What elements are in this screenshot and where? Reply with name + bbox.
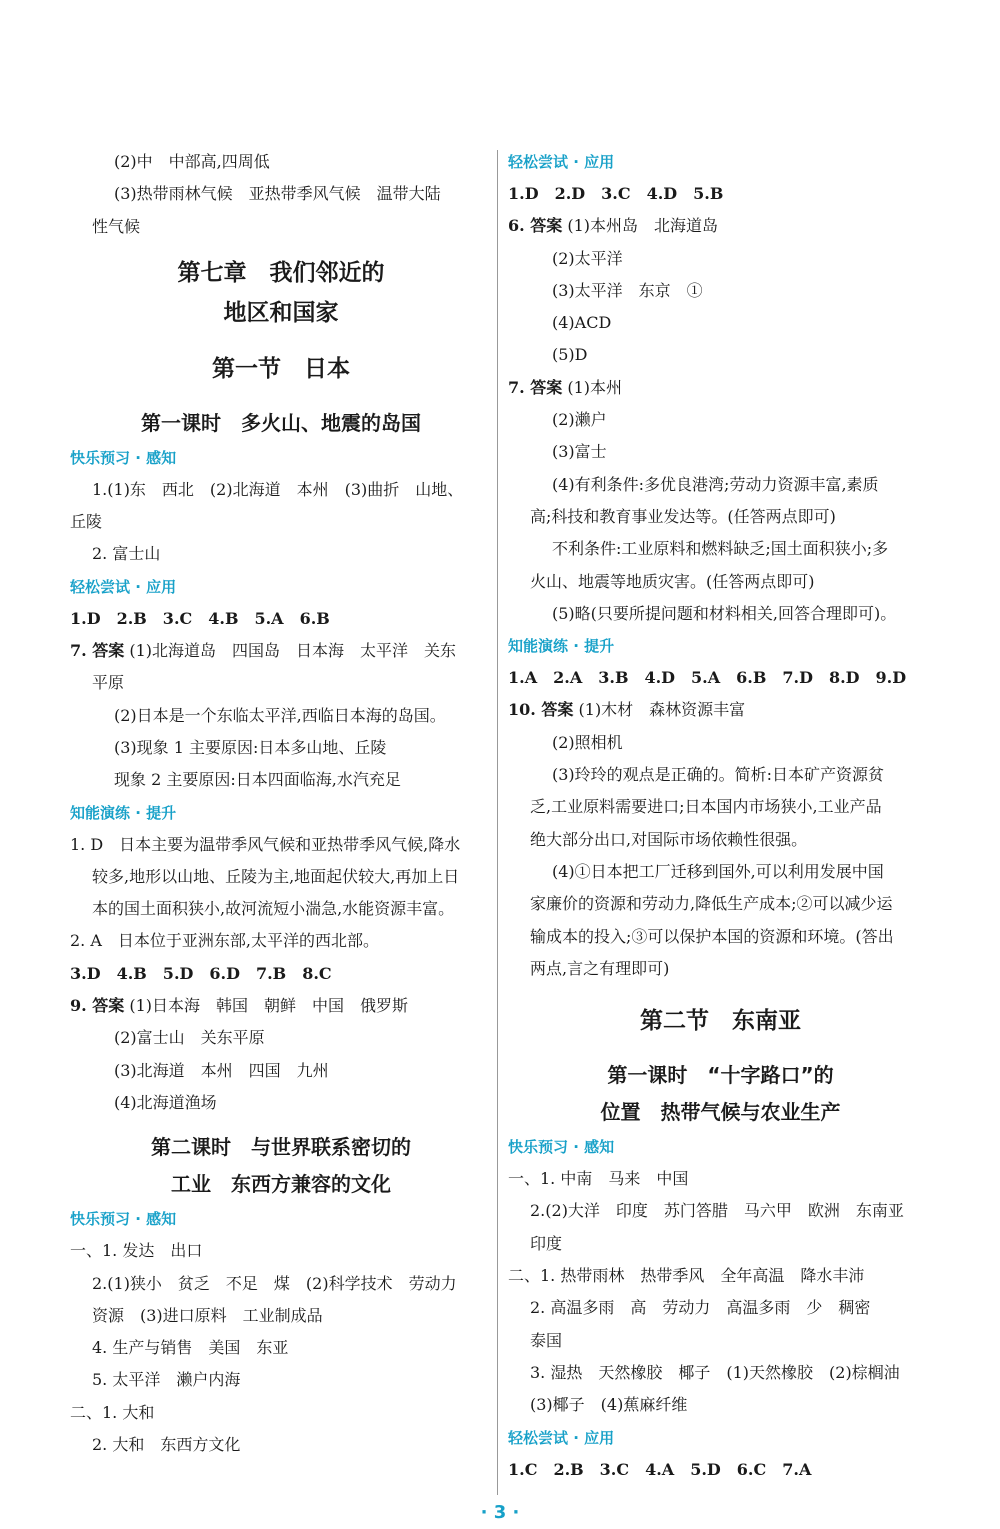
text-line: (2)日本是一个东临太平洋,西临日本海的岛国。: [114, 705, 446, 725]
right-column: [508, 146, 933, 1486]
answer-text: (1)北海道岛 四国岛 日本海 太平洋 关东: [129, 641, 457, 661]
answer-line: 1.D 2.B 3.C 4.B 5.A 6.B: [70, 608, 330, 628]
section-label-preview: 快乐预习 · 感知: [70, 1210, 177, 1229]
lesson-title: 位置 热带气候与农业生产: [600, 1100, 841, 1125]
text-line: 泰国: [530, 1330, 563, 1350]
text-line: (3)太平洋 东京 ①: [552, 280, 703, 300]
text-line: (3)玲玲的观点是正确的。简析:日本矿产资源贫: [552, 765, 885, 785]
answer-line: [70, 990, 492, 1022]
text-line: 1.(1)东 西北 (2)北海道 本州 (3)曲折 山地、: [92, 479, 464, 499]
text-line: 家廉价的资源和劳动力,降低生产成本;②可以减少运: [530, 894, 893, 914]
section-label-preview: 快乐预习 · 感知: [508, 1138, 615, 1157]
text-line: 绝大部分出口,对国际市场依赖性很强。: [530, 829, 808, 849]
text-line: (2)太平洋: [552, 248, 623, 268]
lesson-title: 第二课时 与世界联系密切的: [151, 1135, 411, 1160]
question-number: 10. 答案: [508, 700, 574, 720]
section-label-try: 轻松尝试 · 应用: [508, 1428, 615, 1447]
section-title: 第一节 日本: [212, 355, 350, 382]
text-line: 本的国土面积狭小,故河流短小湍急,水能资源丰富。: [92, 899, 455, 919]
section-label-preview: 快乐预习 · 感知: [70, 448, 177, 467]
answer-line: [508, 372, 933, 404]
answer-line: 1.C 2.B 3.C 4.A 5.D 6.C 7.A: [508, 1459, 812, 1479]
answer-line: [70, 635, 492, 667]
section-label-try: 轻松尝试 · 应用: [70, 577, 177, 596]
question-number: 9. 答案: [70, 996, 125, 1016]
text-line: 丘陵: [70, 512, 103, 532]
left-column: [70, 146, 492, 1461]
text-line: 输成本的投入;③可以保护本国的资源和环境。(答出: [530, 926, 894, 946]
section-title: 第二节 东南亚: [640, 1008, 801, 1035]
text-line: 2. 高温多雨 高 劳动力 高温多雨 少 稠密: [530, 1298, 871, 1318]
section-label-train: 知能演练 · 提升: [70, 803, 177, 822]
answer-line: 1.D 2.D 3.C 4.D 5.B: [508, 184, 724, 203]
section-label-try: 轻松尝试 · 应用: [508, 153, 615, 171]
text-line: 二、1. 热带雨林 热带季风 全年高温 降水丰沛: [508, 1266, 865, 1286]
question-number: 7. 答案: [70, 641, 125, 661]
text-line: 二、1. 大和: [70, 1402, 155, 1422]
text-line: 4. 生产与销售 美国 东亚: [92, 1338, 289, 1358]
answer-text: (1)木材 森林资源丰富: [578, 700, 746, 720]
text-line: 现象 2 主要原因:日本四面临海,水汽充足: [114, 770, 401, 790]
text-line: (3)现象 1 主要原因:日本多山地、丘陵: [114, 737, 387, 757]
text-line: 火山、地震等地质灾害。(任答两点即可): [530, 571, 815, 591]
text-line: 一、1. 发达 出口: [70, 1241, 203, 1261]
answer-text: (1)日本海 韩国 朝鲜 中国 俄罗斯: [129, 996, 409, 1016]
section-label-train: 知能演练 · 提升: [508, 637, 615, 656]
text-line: 平原: [92, 673, 125, 693]
text-line: 两点,言之有理即可): [530, 958, 670, 978]
text-line: (4)北海道渔场: [114, 1092, 217, 1112]
text-line: 5. 太平洋 濑户内海: [92, 1370, 241, 1390]
text-line: (5)略(只要所提问题和材料相关,回答合理即可)。: [552, 603, 897, 623]
text-line: (4)①日本把工厂迁移到国外,可以利用发展中国: [552, 861, 884, 881]
chapter-title: 地区和国家: [223, 299, 339, 326]
lesson-title: 第一课时 “十字路口”的: [607, 1063, 834, 1088]
text-line: 3. 湿热 天然橡胶 椰子 (1)天然橡胶 (2)棕榈油: [530, 1362, 900, 1382]
text-line: 2. 大和 东西方文化: [92, 1435, 241, 1455]
text-line: (3)北海道 本州 四国 九州: [114, 1060, 329, 1080]
answer-line: [508, 694, 933, 726]
text-line: 性气候: [92, 216, 141, 236]
text-line: 高;科技和教育事业发达等。(任答两点即可): [530, 506, 836, 526]
question-number: 6. 答案: [508, 216, 563, 236]
lesson-title: 工业 东西方兼容的文化: [171, 1172, 391, 1197]
text-line: (5)D: [552, 345, 588, 365]
text-line: 印度: [530, 1233, 563, 1253]
text-line: 1. D 日本主要为温带季风气候和亚热带季风气候,降水: [70, 834, 461, 854]
lesson-title: 第一课时 多火山、地震的岛国: [141, 410, 421, 435]
text-line: 不利条件:工业原料和燃料缺乏;国土面积狭小;多: [552, 539, 889, 559]
answer-text: (1)本州: [567, 377, 623, 397]
text-line: 2.(2)大洋 印度 苏门答腊 马六甲 欧洲 东南亚: [530, 1201, 904, 1221]
chapter-title: 第七章 我们邻近的: [177, 259, 385, 286]
question-number: 7. 答案: [508, 377, 563, 397]
answer-line: 1.A 2.A 3.B 4.D 5.A 6.B 7.D 8.D 9.D: [508, 668, 907, 688]
answer-line: 3.D 4.B 5.D 6.D 7.B 8.C: [70, 963, 332, 983]
text-line: 一、1. 中南 马来 中国: [508, 1169, 689, 1189]
text-line: 乏,工业原料需要进口;日本国内市场狭小,工业产品: [530, 797, 882, 817]
text-line: 资源 (3)进口原料 工业制成品: [92, 1305, 323, 1325]
text-line: 2. A 日本位于亚洲东部,太平洋的西北部。: [70, 931, 379, 951]
text-line: (2)中 中部高,四周低: [114, 152, 270, 171]
text-line: (4)有利条件:多优良港湾;劳动力资源丰富,素质: [552, 474, 879, 494]
text-line: (2)富士山 关东平原: [114, 1028, 265, 1048]
text-line: 2.(1)狭小 贫乏 不足 煤 (2)科学技术 劳动力: [92, 1273, 457, 1293]
text-line: (4)ACD: [552, 313, 612, 333]
answer-line: [508, 210, 933, 242]
text-line: 2. 富士山: [92, 544, 161, 564]
column-divider: [497, 150, 498, 1495]
text-line: (3)椰子 (4)蕉麻纤维: [530, 1395, 688, 1415]
page-number: · 3 ·: [480, 1502, 520, 1523]
text-line: (3)热带雨林气候 亚热带季风气候 温带大陆: [114, 184, 441, 204]
text-line: (3)富士: [552, 442, 607, 462]
answer-text: (1)本州岛 北海道岛: [567, 216, 719, 236]
text-line: 较多,地形以山地、丘陵为主,地面起伏较大,再加上日: [92, 866, 460, 886]
text-line: (2)濑户: [552, 410, 607, 430]
text-line: (2)照相机: [552, 732, 623, 752]
